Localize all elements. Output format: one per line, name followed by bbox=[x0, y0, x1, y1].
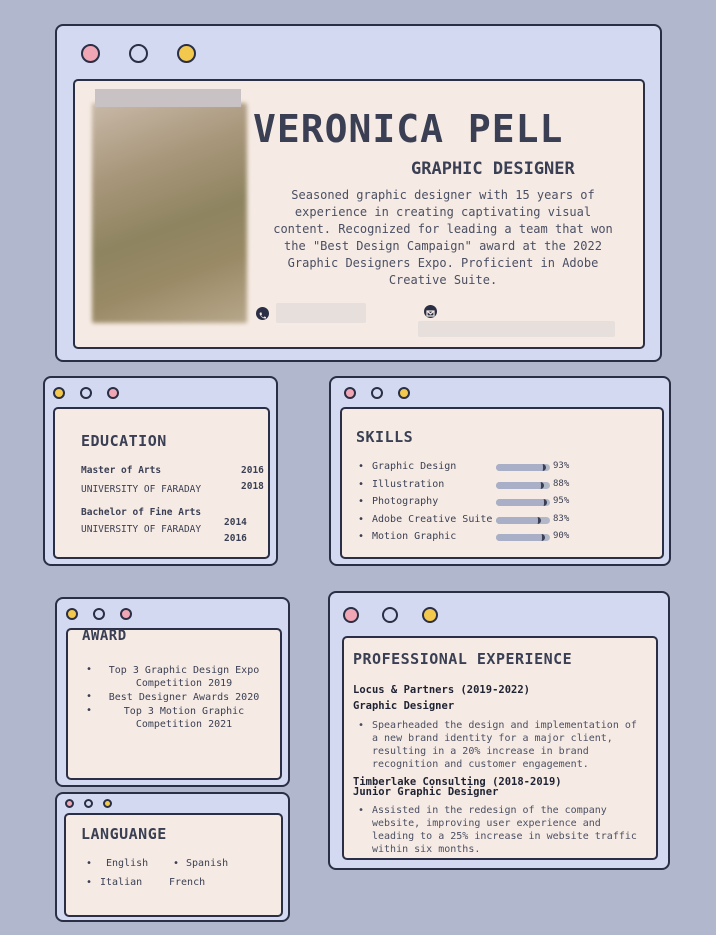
window-dot-yellow bbox=[422, 607, 438, 623]
skill-percent: 93% bbox=[553, 461, 570, 471]
skill-bar-fill bbox=[496, 482, 544, 489]
education-panel bbox=[53, 407, 270, 559]
award-title: AWARD bbox=[82, 628, 127, 644]
award-panel bbox=[66, 628, 282, 780]
skill-label: Motion Graphic bbox=[372, 531, 457, 542]
job-company: Timberlake Consulting (2018-2019) bbox=[353, 776, 562, 788]
skill-bar-track bbox=[496, 464, 550, 471]
language-title: LANGUANGE bbox=[81, 825, 167, 843]
skill-bar-track bbox=[496, 534, 550, 541]
language-item: French bbox=[169, 877, 206, 888]
window-dot-yellow bbox=[177, 44, 196, 63]
skills-window bbox=[329, 376, 671, 566]
education-school: UNIVERSITY OF FARADAY bbox=[81, 484, 202, 495]
email-icon bbox=[424, 305, 437, 318]
award-window bbox=[55, 597, 290, 787]
award-item: Top 3 Graphic Design Expo Competition 2019 bbox=[108, 665, 260, 689]
language-item: Spanish bbox=[186, 858, 229, 869]
language-item: Italian bbox=[100, 877, 143, 888]
header-window bbox=[55, 24, 662, 362]
job-bullet: • bbox=[358, 805, 365, 816]
language-item: English bbox=[106, 858, 149, 869]
profile-summary: Seasoned graphic designer with 15 years of experience in creating captivating visual content. Recognized for leading a team that won the "Best Design Campaign" award at the 2022 Graphic Designers Expo. Proficient in Adobe Creative Suite. bbox=[273, 188, 613, 287]
job-company: Locus & Partners (2019-2022) bbox=[353, 684, 531, 696]
skill-bullet: • bbox=[358, 461, 365, 472]
skill-percent: 95% bbox=[553, 496, 570, 506]
window-dot-yellow bbox=[398, 387, 410, 399]
window-dot-white bbox=[129, 44, 148, 63]
person-name: VERONICA PELL bbox=[253, 107, 564, 151]
job-position: Junior Graphic Designer bbox=[353, 786, 499, 798]
skill-bar-track bbox=[496, 517, 550, 524]
skill-bullet: • bbox=[358, 531, 365, 542]
education-window bbox=[43, 376, 278, 566]
skill-label: Graphic Design bbox=[372, 461, 457, 472]
skills-panel bbox=[340, 407, 664, 559]
skill-label: Adobe Creative Suite bbox=[372, 513, 493, 525]
job-description: Spearheaded the design and implementation of a new brand identity for a major client, resulting in a 20% increase in brand recognition and customer engagement. bbox=[372, 720, 637, 770]
photo-top-strip bbox=[95, 89, 241, 107]
skill-label: Illustration bbox=[372, 478, 445, 490]
window-dot-pink bbox=[120, 608, 132, 620]
job-description: Assisted in the redesign of the company website, improving user experience and leading to a 25% increase in website traffic within six months. bbox=[372, 805, 637, 855]
skill-bullet: • bbox=[358, 496, 365, 507]
skill-bar-track bbox=[496, 499, 550, 506]
education-end-year: 2016 bbox=[224, 533, 247, 544]
window-dot-pink bbox=[343, 607, 359, 623]
window-dot-pink bbox=[107, 387, 119, 399]
education-degree: Bachelor of Fine Arts bbox=[81, 507, 202, 518]
education-degree: Master of Arts bbox=[81, 465, 162, 476]
window-dot-white bbox=[93, 608, 105, 620]
skill-bar-track bbox=[496, 482, 550, 489]
skill-percent: 83% bbox=[553, 513, 570, 524]
window-dot-white bbox=[382, 607, 398, 623]
header-panel bbox=[73, 79, 645, 349]
language-panel bbox=[64, 813, 283, 917]
job-position: Graphic Designer bbox=[353, 700, 455, 712]
skill-bar-fill bbox=[496, 517, 541, 524]
education-title: EDUCATION bbox=[81, 432, 167, 450]
skill-bullet: • bbox=[358, 513, 365, 525]
award-item: Top 3 Motion Graphic Competition 2021 bbox=[123, 706, 245, 730]
window-dot-pink bbox=[81, 44, 100, 63]
education-school: UNIVERSITY OF FARADAY bbox=[81, 524, 202, 535]
experience-title: PROFESSIONAL EXPERIENCE bbox=[353, 650, 573, 668]
phone-icon bbox=[256, 307, 269, 320]
language-bullet: • bbox=[86, 877, 93, 888]
window-dot-white bbox=[371, 387, 383, 399]
language-bullet: • bbox=[86, 858, 93, 869]
skill-bar-fill bbox=[496, 499, 547, 506]
person-role: GRAPHIC DESIGNER bbox=[411, 159, 575, 179]
window-dot-pink bbox=[65, 799, 74, 808]
award-bullet: • bbox=[86, 705, 93, 716]
skill-row bbox=[356, 529, 676, 547]
language-bullet: • bbox=[173, 858, 180, 869]
award-bullet: • bbox=[86, 691, 93, 702]
email-value-redacted bbox=[418, 321, 615, 337]
language-window bbox=[55, 792, 290, 922]
window-dot-yellow bbox=[103, 799, 112, 808]
education-start-year: 2014 bbox=[224, 517, 247, 528]
award-item: Best Designer Awards 2020 bbox=[108, 692, 260, 703]
window-dot-white bbox=[80, 387, 92, 399]
skills-list bbox=[356, 459, 656, 559]
window-dot-white bbox=[84, 799, 93, 808]
window-dot-pink bbox=[344, 387, 356, 399]
award-bullet: • bbox=[86, 664, 93, 675]
education-start-year: 2016 bbox=[241, 465, 264, 476]
education-end-year: 2018 bbox=[241, 481, 264, 492]
skill-bullet: • bbox=[358, 478, 365, 490]
skills-title: SKILLS bbox=[356, 428, 414, 446]
skill-percent: 90% bbox=[553, 531, 570, 541]
experience-window bbox=[328, 591, 670, 870]
window-dot-yellow bbox=[66, 608, 78, 620]
skill-bar-fill bbox=[496, 464, 546, 471]
window-dot-yellow bbox=[53, 387, 65, 399]
profile-photo bbox=[92, 103, 247, 323]
experience-panel bbox=[342, 636, 658, 860]
job-bullet: • bbox=[358, 720, 365, 731]
phone-value-redacted bbox=[276, 303, 366, 323]
skill-row bbox=[356, 512, 676, 530]
skill-row bbox=[356, 494, 676, 512]
skill-bar-fill bbox=[496, 534, 545, 541]
skill-row bbox=[356, 459, 676, 477]
skill-row bbox=[356, 477, 676, 495]
skill-percent: 88% bbox=[553, 478, 570, 489]
skill-label: Photography bbox=[372, 496, 439, 507]
